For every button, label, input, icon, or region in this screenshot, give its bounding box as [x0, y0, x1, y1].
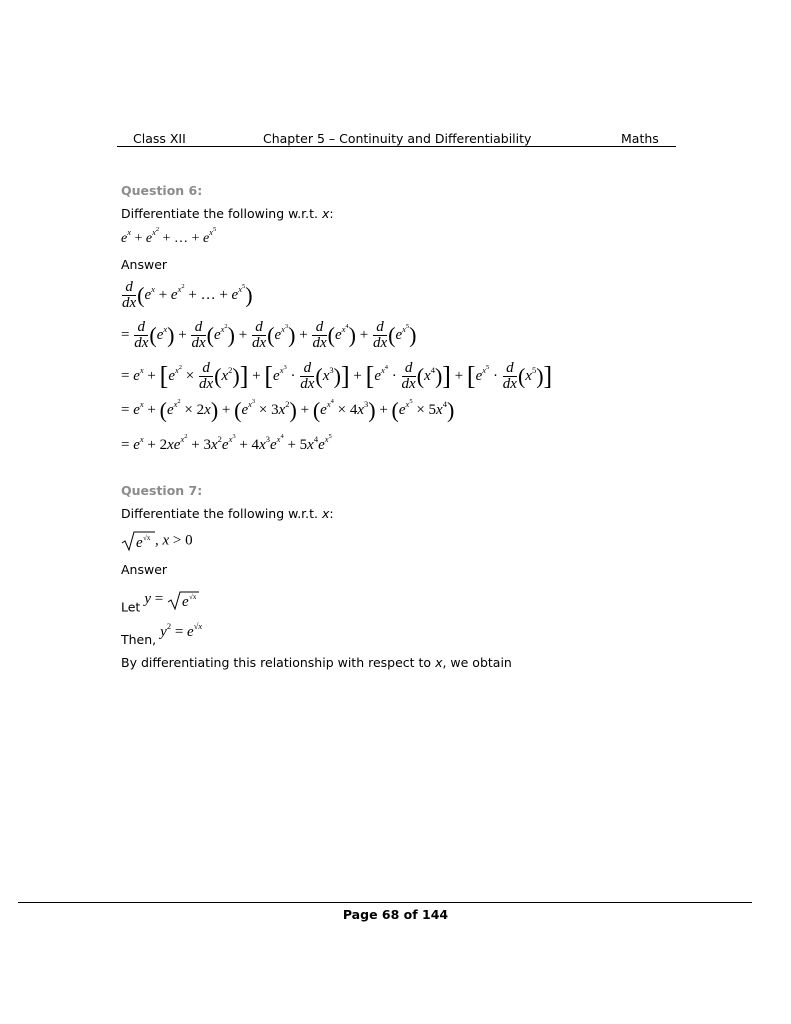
header-chapter: Chapter 5 – Continuity and Differentiability	[263, 131, 532, 146]
question-6-prompt-var: x	[322, 206, 330, 221]
question-6-expression: $e^x + e^{x^2}$ + … + $e^{x^5}$	[121, 226, 217, 246]
svg-text:e: e	[136, 535, 143, 551]
question-6-prompt-prefix: Differentiate the following w.r.t.	[121, 206, 322, 221]
let-label: Let	[121, 599, 141, 615]
svg-text:√x: √x	[188, 593, 197, 601]
q6-solution-line-5: = $e^x + 2xe^{x^2} + 3x^2e^{x^3} + 4x^3e^{x^4} + 5x^4e^{x^5}$	[121, 433, 332, 453]
closing-suffix: , we obtain	[442, 655, 512, 670]
question-6-prompt-suffix: :	[329, 206, 334, 221]
question-7-expression: e √x , x > 0	[121, 530, 193, 552]
question-7-let-line	[121, 591, 199, 618]
sqrt-icon	[121, 530, 155, 552]
question-7-prompt	[121, 506, 334, 521]
question-6-title: Question 6:	[121, 183, 203, 198]
let-equation: y = e √x	[144, 591, 199, 607]
question-7-prompt-var: x	[322, 506, 330, 521]
header-subject: Maths	[621, 131, 659, 146]
sqrt-icon	[167, 590, 199, 610]
header-class: Class XII	[133, 131, 186, 146]
question-7-closing	[121, 655, 512, 670]
header-rule	[117, 146, 676, 147]
question-7-title: Question 7:	[121, 483, 203, 498]
svg-text:√x: √x	[143, 534, 151, 542]
q6-solution-line-4: = $e^x + (e^{x^2} \times 2x) + (e^{x^3} \times 3x^2) + (e^{x^4} \times 4x^3) + (e^{x^5} \times 5x^4)$	[121, 397, 455, 423]
q6-solution-line-1: $\frac{d}{dx}$ ($e^x + e^{x^2}$ + … + $e^{x^5}$)	[122, 279, 253, 311]
question-6-prompt	[121, 206, 334, 221]
question-7-prompt-suffix: :	[329, 506, 334, 521]
q6-solution-line-3: = $e^x + [e^{x^2}$ × $\frac{d}{dx}$ $(x^2)] + [e^{x^3}$ · $\frac{d}{dx}$ $(x^3)] + [e^{x^4}$ · $\frac{d}{dx}$ $(x^4)] + [e^{x^5}$ · $\frac{d}{dx}$ $(x^5)$]	[121, 360, 553, 392]
question-7-then-line	[121, 621, 203, 649]
q6-solution-line-2: = $\frac{d}{dx}$ $(e^x)$ + $\frac{d}{dx}$ $(e^{x^2})$ + $\frac{d}{dx}$ $(e^{x^3})$ + $\frac{d}{dx}$ $(e^{x^4})$ + $\frac{d}{dx}$ $(e^{x^5})$	[121, 319, 417, 351]
question-6-answer-label: Answer	[121, 257, 168, 272]
closing-var: x	[435, 655, 443, 670]
then-equation: $y^2 = e^{√x}$	[160, 621, 203, 640]
question-7-prompt-prefix: Differentiate the following w.r.t.	[121, 506, 322, 521]
page-number: Page 68 of 144	[342, 907, 449, 922]
question-7-answer-label: Answer	[121, 562, 168, 577]
then-label: Then,	[121, 632, 157, 647]
closing-prefix: By differentiating this relationship with respect to	[121, 655, 436, 670]
footer-rule	[18, 902, 752, 903]
svg-text:e: e	[181, 594, 189, 610]
